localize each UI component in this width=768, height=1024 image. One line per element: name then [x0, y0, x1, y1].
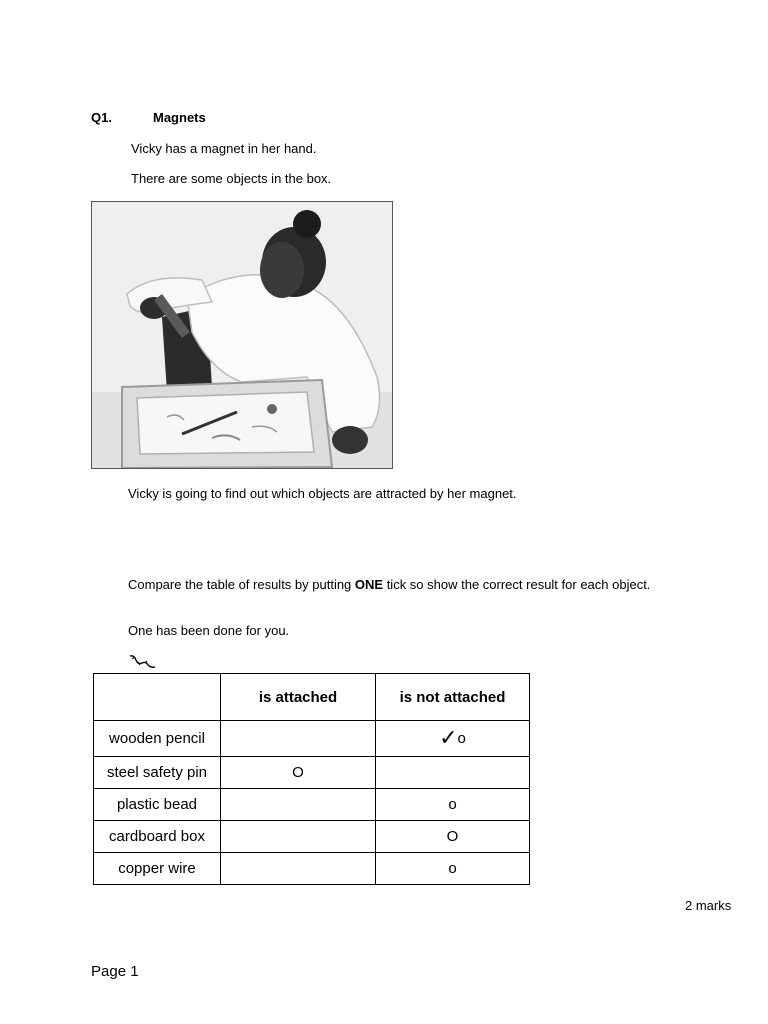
table-row	[94, 853, 530, 885]
photo-girl-with-magnet	[91, 201, 393, 469]
object-name: copper wire	[94, 853, 221, 885]
table-row	[94, 821, 530, 853]
table-row	[94, 789, 530, 821]
is-not-attached-cell[interactable]	[376, 757, 530, 789]
example-note: One has been done for you.	[128, 623, 290, 638]
object-name: wooden pencil	[94, 721, 221, 757]
object-name: plastic bead	[94, 789, 221, 821]
instruction-bold: ONE	[354, 577, 384, 592]
intro-text-1: Vicky has a magnet in her hand.	[131, 141, 317, 156]
table-header-row	[94, 674, 530, 721]
is-not-attached-cell[interactable]	[376, 721, 530, 757]
table-row	[94, 757, 530, 789]
instruction-part-2: tick so show the correct result for each object.	[383, 577, 651, 592]
is-not-attached-cell[interactable]: o	[376, 853, 530, 885]
is-attached-cell[interactable]	[221, 789, 376, 821]
instruction-part-1: Compare the table of results by putting	[128, 577, 355, 592]
is-attached-cell[interactable]	[221, 853, 376, 885]
instruction-text	[128, 577, 688, 592]
is-attached-cell[interactable]	[221, 821, 376, 853]
tick-icon: ✓	[439, 726, 458, 751]
question-number: Q1.	[91, 110, 112, 125]
is-attached-cell[interactable]: O	[221, 757, 376, 789]
table-row	[94, 721, 530, 757]
photo-illustration	[92, 202, 392, 468]
header-blank	[94, 674, 221, 721]
intro-text-2: There are some objects in the box.	[131, 171, 332, 186]
page-number: Page 1	[91, 963, 139, 980]
header-is-not-attached: is not attached	[376, 674, 530, 721]
question-title: Magnets	[153, 110, 206, 125]
header-is-attached: is attached	[221, 674, 376, 721]
circle-mark: o	[457, 730, 466, 747]
object-name: steel safety pin	[94, 757, 221, 789]
is-not-attached-cell[interactable]: o	[376, 789, 530, 821]
is-not-attached-cell[interactable]: O	[376, 821, 530, 853]
task-text: Vicky is going to find out which objects are attracted by her magnet.	[128, 486, 517, 501]
results-table	[93, 673, 530, 885]
marks-label: 2 marks	[685, 898, 732, 913]
object-name: cardboard box	[94, 821, 221, 853]
is-attached-cell[interactable]	[221, 721, 376, 757]
